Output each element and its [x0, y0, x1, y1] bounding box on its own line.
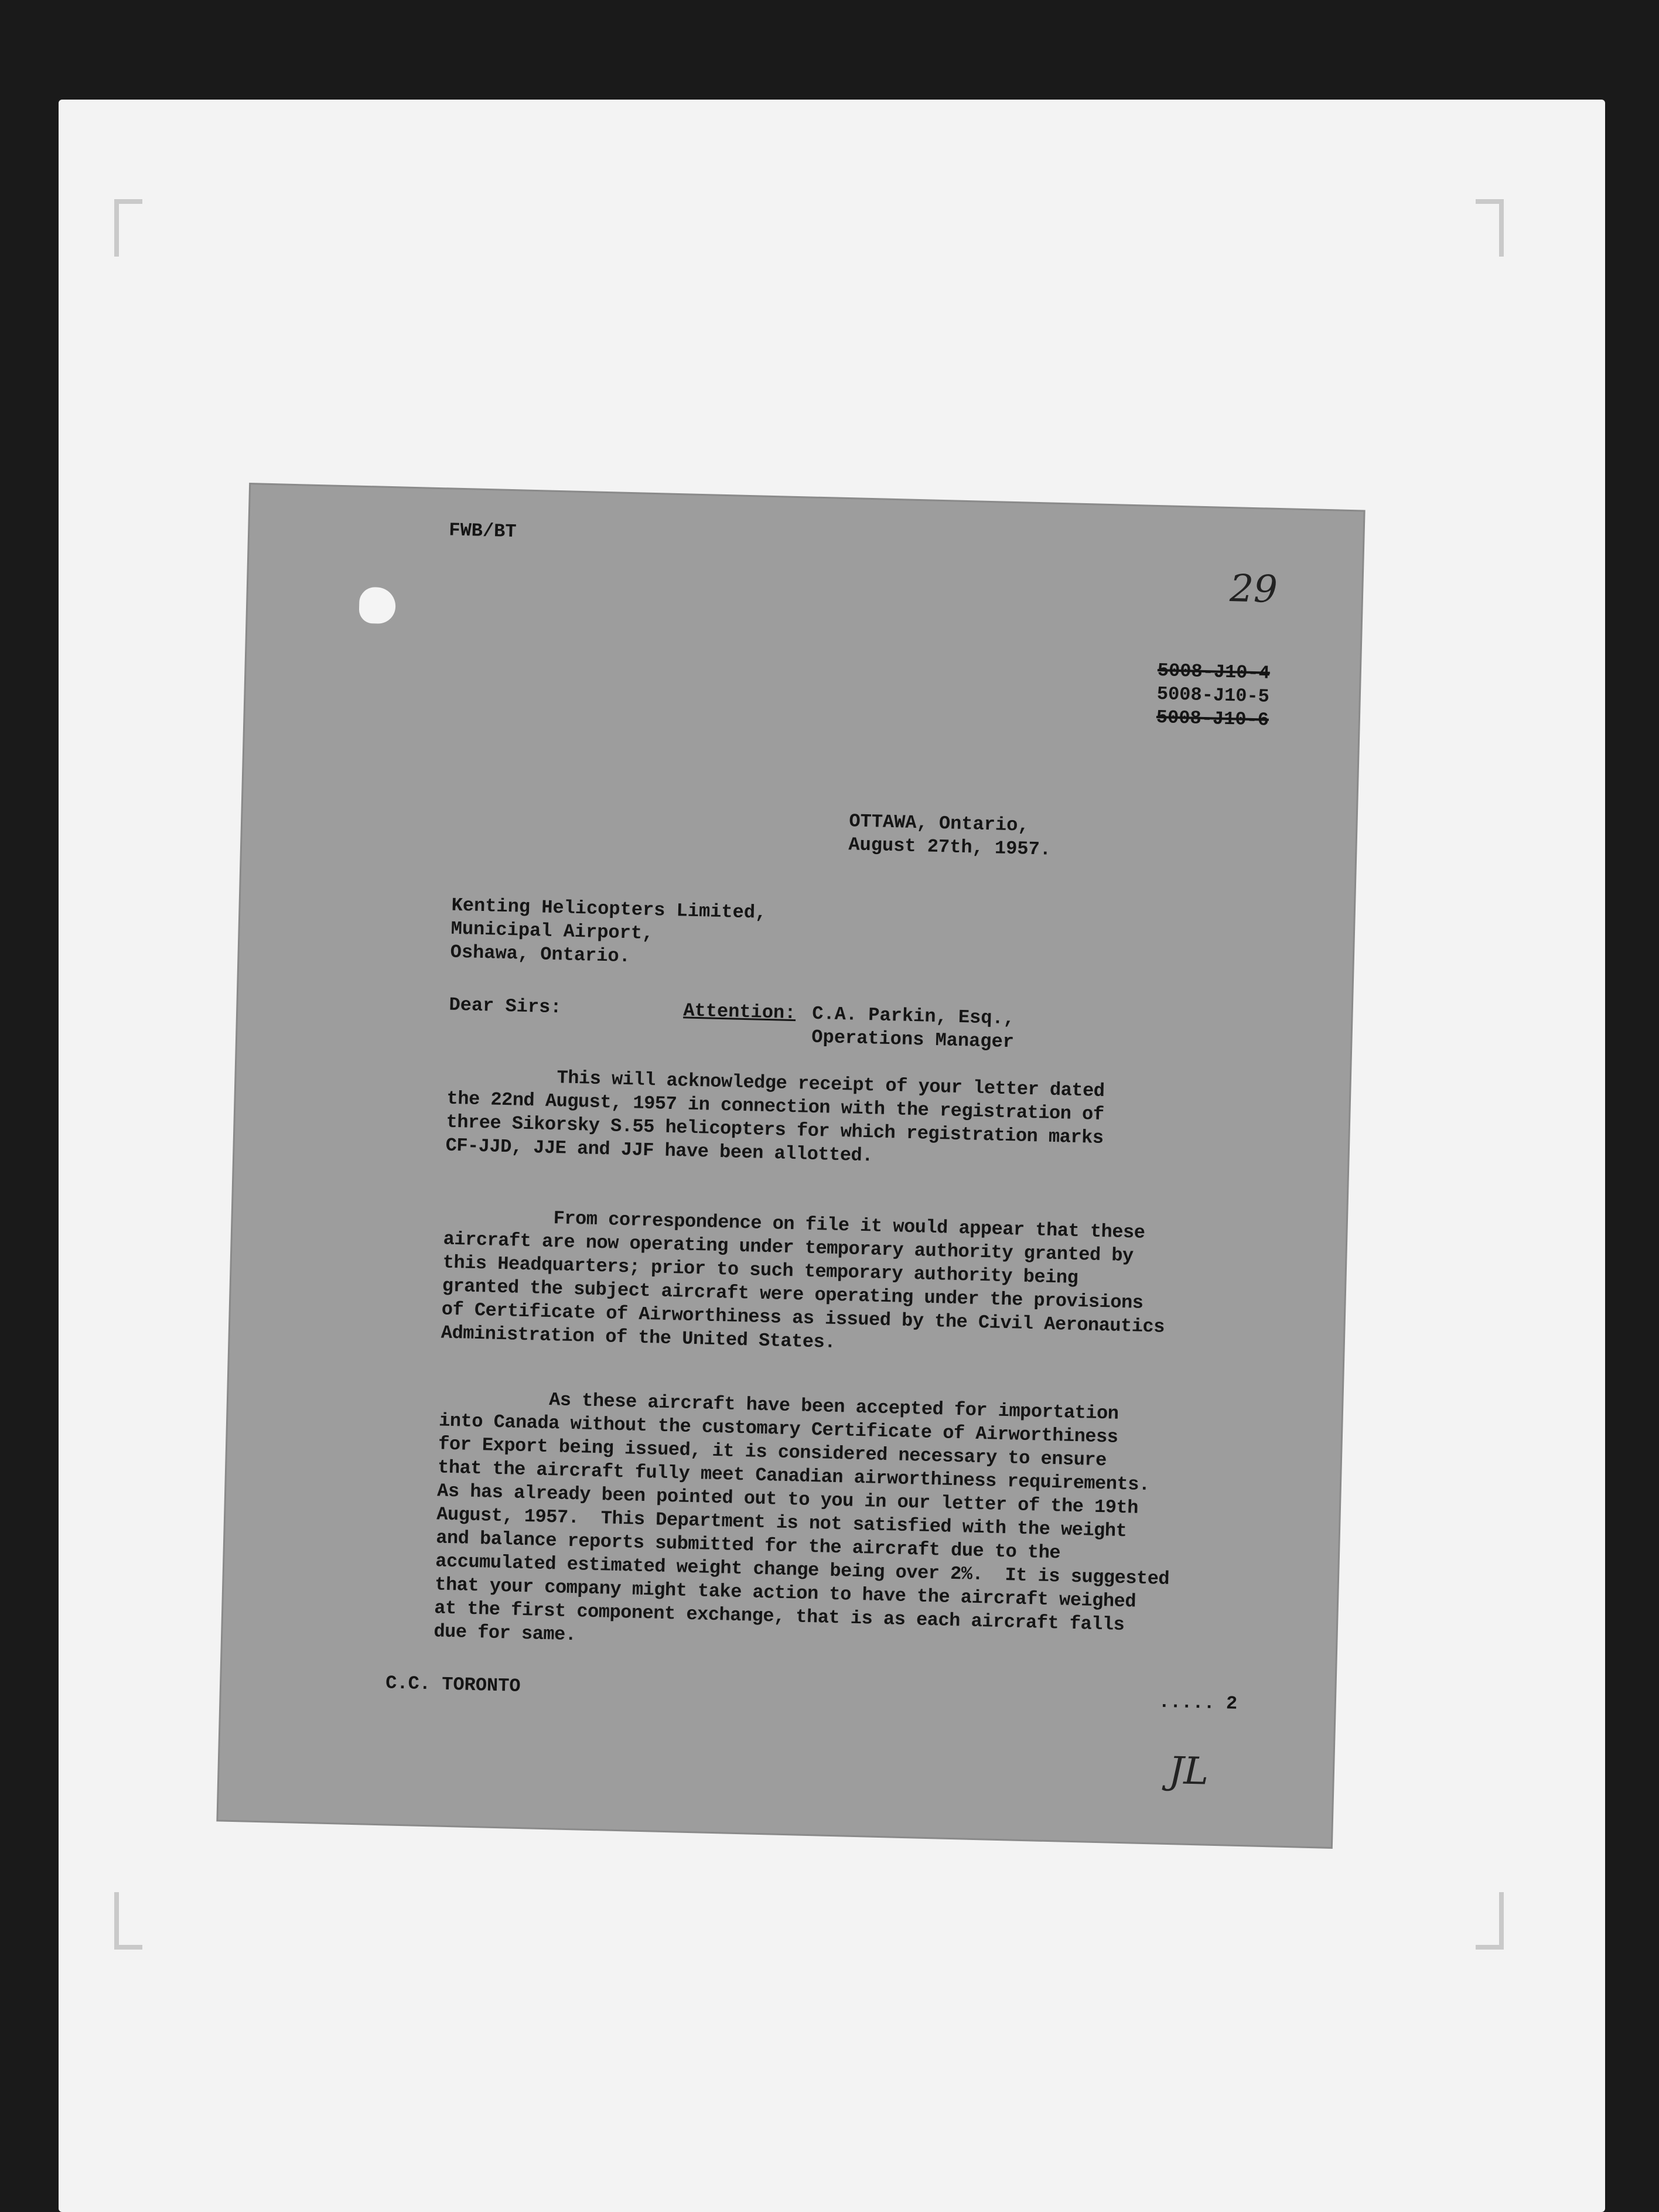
handwritten-initials: JL	[1168, 1749, 1209, 1794]
body-paragraph: This will acknowledge receipt of your letter dated the 22nd August, 1957 in connection with the registration of three Sikorsky S.55 helicopters for which registration marks CF-JJD, JJE and JJF have been allotted.	[445, 1064, 1105, 1167]
handwritten-page-number: 29	[1229, 567, 1278, 612]
file-number-struck: 5008-J10-4	[1157, 660, 1271, 684]
punch-hole	[359, 587, 395, 624]
body-paragraph: From correspondence on file it would appear that these aircraft are now operating under temporary authority granted by this Headquarters; prior to such temporary authority being granted the subject aircraft were operating under the provisions of Certificate of Airworthiness as issued by the Civil Aeronautics Administration of the United States.	[441, 1204, 1165, 1353]
address-line: Municipal Airport,	[450, 917, 654, 945]
crop-mark-bottom-right	[1476, 1892, 1504, 1950]
letter-page	[218, 484, 1363, 1847]
file-number: 5008-J10-5	[1156, 683, 1270, 708]
place-line: OTTAWA, Ontario,	[848, 810, 1030, 837]
reference-initials: FWB/BT	[448, 519, 517, 543]
attention-name: C.A. Parkin, Esq.,	[811, 1002, 1015, 1030]
crop-mark-bottom-left	[114, 1892, 142, 1950]
file-number-struck: 5008-J10-6	[1156, 706, 1269, 731]
salutation: Dear Sirs:	[449, 994, 562, 1019]
address-line: Oshawa, Ontario.	[450, 941, 631, 968]
attention-title: Operations Manager	[811, 1026, 1015, 1053]
continuation-marker: ..... 2	[1158, 1691, 1238, 1715]
address-line: Kenting Helicopters Limited,	[451, 894, 767, 924]
crop-mark-top-left	[114, 199, 142, 257]
attention-label: Attention:	[682, 999, 796, 1025]
crop-mark-top-right	[1476, 199, 1504, 257]
date-line: August 27th, 1957.	[848, 834, 1052, 861]
body-paragraph: As these aircraft have been accepted for importation into Canada without the customary Certificate of Airworthiness for Export being issued, it is considered necessary to ensure that the aircraft fully meet Canadian airworthiness requirements. As has already been pointed out to you in our letter of the 19th August, 1957. This Department is not satisfied with the weight and balance reports submitted for the aircraft due to the accumulated estimated weight change being over 2%. It is suggested that your company might take action to have the aircraft weighed at the first component exchange, that is as each aircraft falls due for same.	[433, 1386, 1170, 1646]
carbon-copy: C.C. TORONTO	[385, 1672, 521, 1697]
